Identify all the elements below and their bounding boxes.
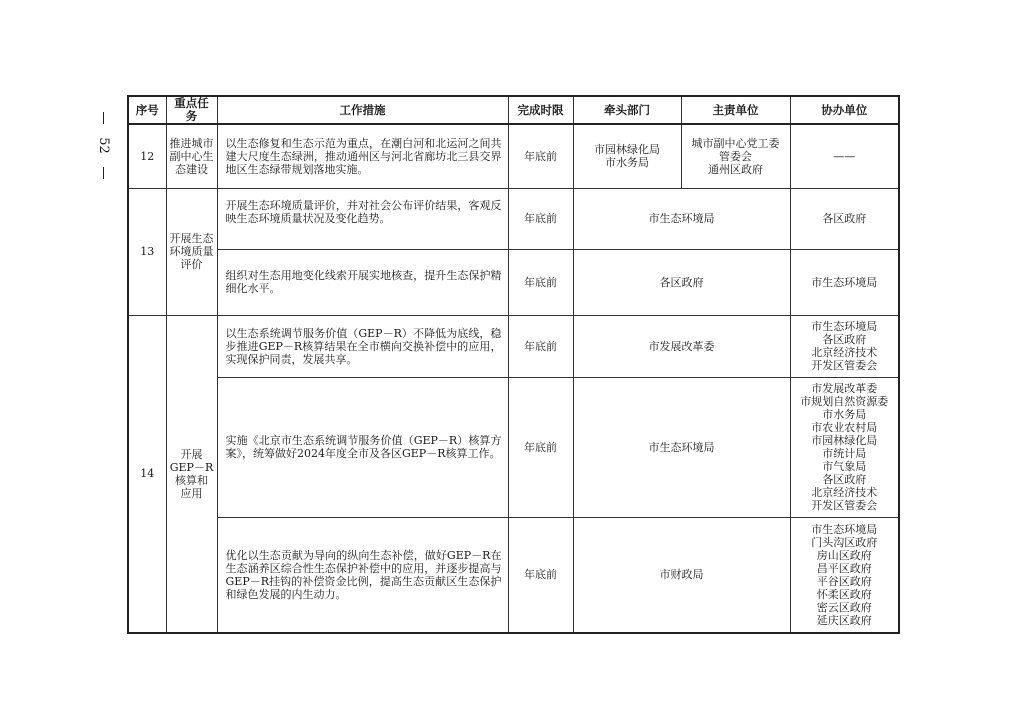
assist-cell: 市生态环境局 门头沟区政府 房山区政府 昌平区政府 平谷区政府 怀柔区政府 密云区政府 延庆区政府 xyxy=(790,517,899,633)
measure-cell: 以生态系统调节服务价值（GEP－R）不降低为底线，稳步推进GEP－R核算结果在全市横向交换补偿中的应用，实现保护同责，发展共享。 xyxy=(217,315,508,377)
table-row xyxy=(128,249,899,315)
table-row xyxy=(128,377,899,517)
assist-cell: —— xyxy=(790,124,899,188)
page-number-dash-bottom xyxy=(103,167,104,179)
header-measures: 工作措施 xyxy=(217,96,508,124)
task-table xyxy=(127,95,900,634)
page-number xyxy=(92,112,114,192)
assist-cell: 市生态环境局 各区政府 北京经济技术 开发区管委会 xyxy=(790,315,899,377)
measure-cell: 开展生态环境质量评价，并对社会公布评价结果，客观反映生态环境质量状况及变化趋势。 xyxy=(217,188,508,249)
header-seq: 序号 xyxy=(128,96,166,124)
lead-cell: 市园林绿化局 市水务局 xyxy=(573,124,681,188)
header-assist: 协办单位 xyxy=(790,96,899,124)
deadline-cell: 年底前 xyxy=(508,124,573,188)
assist-cell: 各区政府 xyxy=(790,188,899,249)
task-cell: 开展生态 环境质量 评价 xyxy=(166,188,217,315)
header-lead: 牵头部门 xyxy=(573,96,681,124)
lead-main-cell: 市生态环境局 xyxy=(573,188,790,249)
table-row xyxy=(128,315,899,377)
table-row xyxy=(128,188,899,249)
table-row xyxy=(128,124,899,188)
assist-cell: 市发展改革委 市规划自然资源委 市水务局 市农业农村局 市园林绿化局 市统计局 市气象局 各区政府 北京经济技术 开发区管委会 xyxy=(790,377,899,517)
deadline-cell: 年底前 xyxy=(508,377,573,517)
header-main: 主责单位 xyxy=(681,96,790,124)
measure-cell: 优化以生态贡献为导向的纵向生态补偿，做好GEP－R在生态涵养区综合性生态保护补偿中的应用，并逐步提高与GEP－R挂钩的补偿资金比例，提高生态贡献区生态保护和绿色发展的内生动力。 xyxy=(217,517,508,633)
main-cell: 城市副中心党工委 管委会 通州区政府 xyxy=(681,124,790,188)
header-deadline: 完成时限 xyxy=(508,96,573,124)
header-row xyxy=(128,96,899,124)
lead-main-cell: 市发展改革委 xyxy=(573,315,790,377)
assist-cell: 市生态环境局 xyxy=(790,249,899,315)
lead-main-cell: 市生态环境局 xyxy=(573,377,790,517)
seq-cell: 12 xyxy=(128,124,166,188)
page-number-text: 52 xyxy=(95,137,111,154)
deadline-cell: 年底前 xyxy=(508,517,573,633)
table-row xyxy=(128,517,899,633)
lead-main-cell: 各区政府 xyxy=(573,249,790,315)
deadline-cell: 年底前 xyxy=(508,249,573,315)
measure-cell: 组织对生态用地变化线索开展实地核查，提升生态保护精细化水平。 xyxy=(217,249,508,315)
task-cell: 开展 GEP－R 核算和 应用 xyxy=(166,315,217,633)
measure-cell: 以生态修复和生态示范为重点，在潮白河和北运河之间共建大尺度生态绿洲，推动通州区与河北省廊坊北三县交界地区生态绿带规划落地实施。 xyxy=(217,124,508,188)
lead-main-cell: 市财政局 xyxy=(573,517,790,633)
task-cell: 推进城市 副中心生 态建设 xyxy=(166,124,217,188)
deadline-cell: 年底前 xyxy=(508,188,573,249)
header-task: 重点任务 xyxy=(166,96,217,124)
seq-cell: 13 xyxy=(128,188,166,315)
deadline-cell: 年底前 xyxy=(508,315,573,377)
seq-cell: 14 xyxy=(128,315,166,633)
page-number-dash-top xyxy=(103,112,104,124)
measure-cell: 实施《北京市生态系统调节服务价值（GEP－R）核算方案》，统筹做好2024年度全市及各区GEP－R核算工作。 xyxy=(217,377,508,517)
